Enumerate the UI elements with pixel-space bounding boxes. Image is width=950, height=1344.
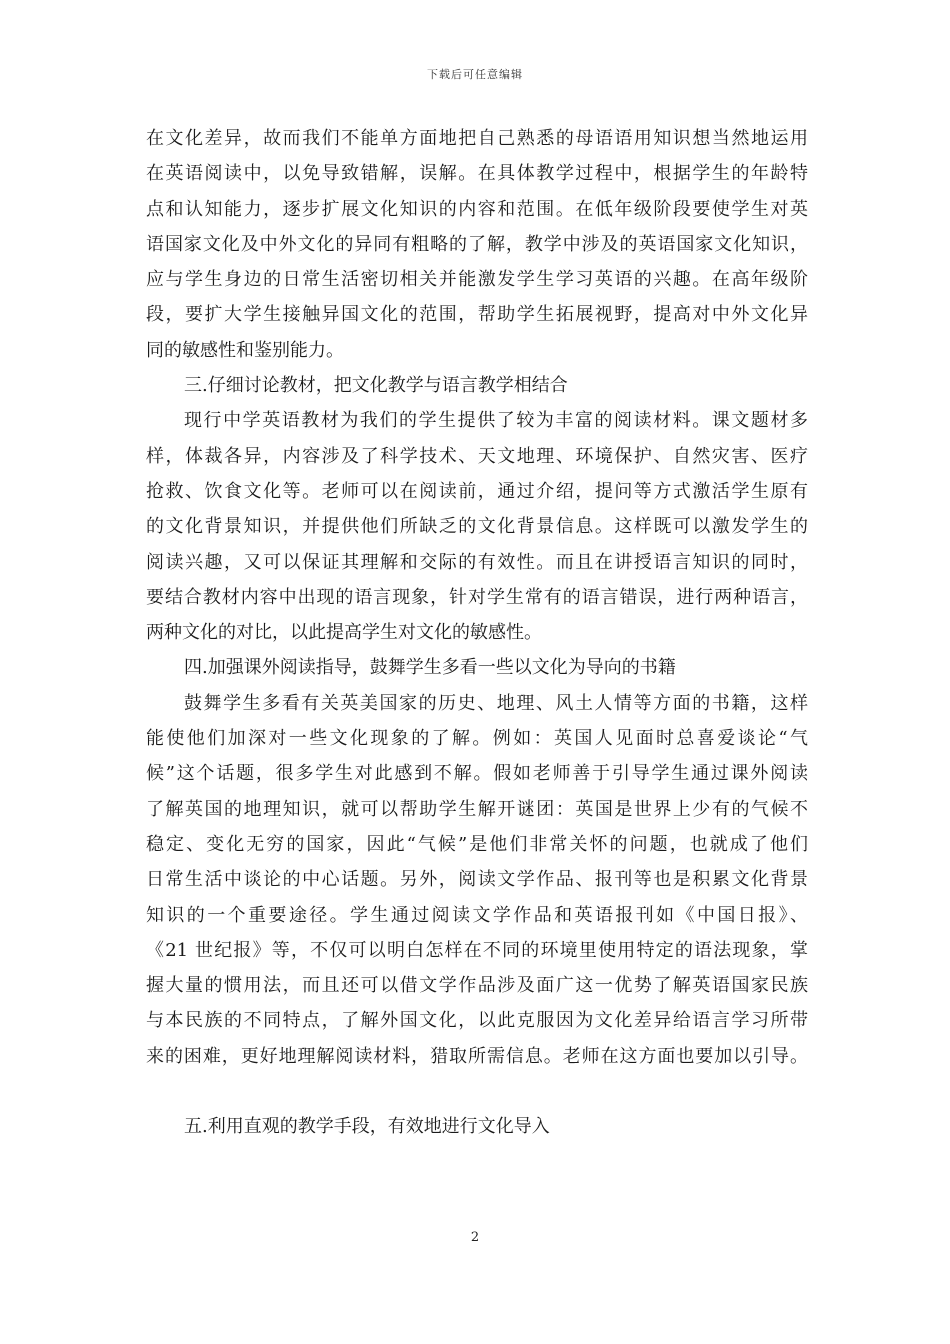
section-heading: 三.仔细讨论教材，把文化教学与语言教学相结合 xyxy=(184,375,568,397)
text-line: 知识的一个重要途径。学生通过阅读文学作品和英语报刊如《中国日报》、 xyxy=(146,904,808,926)
text-line: 在文化差异，故而我们不能单方面地把自己熟悉的母语语用知识想当然地运用 xyxy=(146,128,808,149)
paragraph xyxy=(146,121,808,368)
text-line: 在英语阅读中，以免导致错解，误解。在具体教学过程中，根据学生的年龄特 xyxy=(146,163,808,185)
text-line: 应与学生身边的日常生活密切相关并能激发学生学习英语的兴趣。在高年级阶 xyxy=(146,269,808,291)
text-line: 鼓舞学生多看有关英美国家的历史、地理、风土人情等方面的书籍，这样 xyxy=(184,692,808,714)
text-line: 握大量的惯用法，而且还可以借文学作品涉及面广这一优势了解英语国家民族 xyxy=(146,975,808,997)
text-line: 候”这个话题，很多学生对此感到不解。假如老师善于引导学生通过课外阅读 xyxy=(146,763,808,785)
section-heading: 五.利用直观的教学手段，有效地进行文化导入 xyxy=(184,1116,550,1138)
page-header: 下载后可任意编辑 xyxy=(427,68,523,81)
paragraph xyxy=(146,686,808,1074)
text-line: 阅读兴趣，又可以保证其理解和交际的有效性。而且在讲授语言知识的同时， xyxy=(146,551,808,573)
text-line: 日常生活中谈论的中心话题。另外，阅读文学作品、报刊等也是积累文化背景 xyxy=(146,869,808,891)
paragraph xyxy=(146,403,808,650)
blank-line xyxy=(146,1074,808,1109)
text-line: 能使他们加深对一些文化现象的了解。例如：英国人见面时总喜爱谈论“气 xyxy=(146,728,808,750)
text-line: 抢救、饮食文化等。老师可以在阅读前，通过介绍，提问等方式激活学生原有 xyxy=(146,480,808,502)
text-line: 点和认知能力，逐步扩展文化知识的内容和范围。在低年级阶段要使学生对英 xyxy=(146,198,808,220)
text-line: 两种文化的对比，以此提高学生对文化的敏感性。 xyxy=(146,622,542,644)
text-line: 要结合教材内容中出现的语言现象，针对学生常有的语言错误，进行两种语言， xyxy=(146,586,808,608)
text-line: 了解英国的地理知识，就可以帮助学生解开谜团：英国是世界上少有的气候不 xyxy=(146,798,808,820)
text-line: 来的困难，更好地理解阅读材料，猎取所需信息。老师在这方面也要加以引导。 xyxy=(146,1045,808,1067)
page-number: 2 xyxy=(470,1230,480,1245)
text-line: 同的敏感性和鉴别能力。 xyxy=(146,339,344,361)
text-line: 语国家文化及中外文化的异同有粗略的了解，教学中涉及的英语国家文化知识， xyxy=(146,233,808,255)
text-line: 段，要扩大学生接触异国文化的范围，帮助学生拓展视野，提高对中外文化异 xyxy=(146,304,808,326)
text-line: 与本民族的不同特点，了解外国文化，以此克服因为文化差异给语言学习所带 xyxy=(146,1010,808,1032)
document-body xyxy=(146,121,808,1145)
section-heading: 四.加强课外阅读指导，鼓舞学生多看一些以文化为导向的书籍 xyxy=(184,657,676,679)
text-line: 样，体裁各异，内容涉及了科学技术、天文地理、环境保护、自然灾害、医疗 xyxy=(146,445,808,467)
text-line: 的文化背景知识，并提供他们所缺乏的文化背景信息。这样既可以激发学生的 xyxy=(146,516,808,538)
text-line: 现行中学英语教材为我们的学生提供了较为丰富的阅读材料。课文题材多 xyxy=(184,410,808,432)
text-line: 稳定、变化无穷的国家，因此“气候”是他们非常关怀的问题，也就成了他们 xyxy=(146,833,808,855)
text-line: 《21 世纪报》等，不仅可以明白怎样在不同的环境里使用特定的语法现象，掌 xyxy=(146,939,808,961)
